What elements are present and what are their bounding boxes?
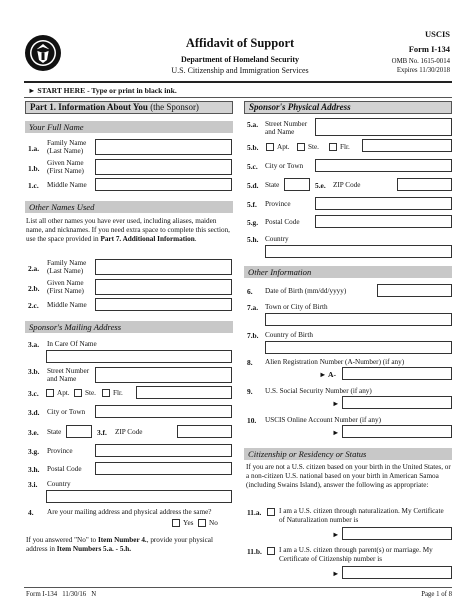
care-of-label: In Care Of Name [47, 340, 97, 348]
part1-paren: (the Sponsor) [150, 102, 199, 112]
citizenship-heading: Citizenship or Residency or Status [244, 448, 452, 460]
mailing-city-label: City or Town [47, 408, 86, 416]
physical-ste-label: Ste. [308, 143, 319, 151]
other-info-heading: Other Information [244, 266, 452, 278]
physical-address-header [244, 101, 452, 114]
item-6: 6. [247, 287, 253, 296]
mailing-city-input[interactable] [95, 405, 232, 418]
physical-flr-label: Flr. [340, 143, 350, 151]
item-3d: 3.d. [28, 408, 40, 417]
naturalization-checkbox[interactable] [267, 508, 275, 516]
omb-number: OMB No. 1615-0014 [391, 58, 450, 65]
item-5a: 5.a. [247, 120, 259, 129]
physical-unit-input[interactable] [362, 139, 452, 152]
other-given-input[interactable] [95, 279, 232, 295]
other-names-text: List all other names you have ever used, including aliases, maiden name, and nicknames. If you need extra space to complete this section, use the space provided in [26, 217, 230, 243]
item-1a: 1.a. [28, 144, 40, 153]
same-address-yes-checkbox[interactable] [172, 519, 180, 527]
physical-zip-label: ZIP Code [333, 181, 361, 189]
a-number-input[interactable] [342, 367, 452, 380]
uscis-account-input[interactable] [342, 425, 452, 438]
physical-address-title: Sponsor's Physical Address [249, 102, 351, 112]
physical-state-select[interactable] [284, 178, 310, 191]
mailing-apt-checkbox[interactable] [46, 389, 54, 397]
mailing-postal-label: Postal Code [47, 465, 82, 473]
citizenship-arrow-icon: ► [332, 569, 340, 578]
note-items-5: Item Numbers 5.a. - 5.h. [56, 545, 132, 553]
item-3h: 3.h. [28, 465, 40, 474]
birth-country-label: Country of Birth [265, 331, 313, 339]
mailing-apt-label: Apt. [57, 389, 70, 397]
physical-province-label: Province [265, 200, 291, 208]
full-name-heading: Your Full Name [25, 121, 233, 133]
item-5h: 5.h. [247, 235, 259, 244]
mailing-province-label: Province [47, 447, 73, 455]
form-title: Affidavit of Support [185, 36, 295, 50]
family-name-label: Family Name (Last Name) [47, 139, 87, 155]
ssn-input[interactable] [342, 396, 452, 409]
physical-postal-input[interactable] [315, 215, 452, 228]
mailing-country-input[interactable] [46, 490, 232, 503]
header-divider [24, 81, 452, 83]
citizenship-parent-text: I am a U.S. citizen through parent(s) or marriage. My Certificate of Citizenship number is [279, 546, 433, 563]
family-name-input[interactable] [95, 139, 232, 155]
mailing-zip-input[interactable] [177, 425, 232, 438]
item-7b: 7.b. [247, 331, 259, 340]
physical-country-label: Country [265, 235, 289, 243]
item-5d: 5.d. [247, 181, 259, 190]
dob-label: Date of Birth (mm/dd/yyyy) [265, 287, 347, 295]
item-3c: 3.c. [28, 389, 39, 398]
birth-town-input[interactable] [265, 313, 452, 326]
other-given-label: Given Name (First Name) [47, 279, 84, 295]
start-here-instruction: ► START HERE - Type or print in black ink. [28, 86, 177, 95]
same-address-no-label: No [209, 519, 218, 527]
form-number: Form I-134 [408, 44, 450, 54]
other-family-input[interactable] [95, 259, 232, 275]
birth-country-input[interactable] [265, 341, 452, 354]
item-2b: 2.b. [28, 284, 40, 293]
same-address-yes-label: Yes [183, 519, 194, 527]
mailing-ste-label: Ste. [85, 389, 96, 397]
note-item-4: Item Number 4. [97, 536, 147, 544]
item-3f: 3.f. [97, 428, 107, 437]
same-address-question: Are your mailing address and physical address the same? [47, 508, 212, 516]
mailing-country-label: Country [47, 480, 71, 488]
physical-postal-label: Postal Code [265, 218, 300, 226]
item-9: 9. [247, 387, 253, 396]
item-2a: 2.a. [28, 264, 40, 273]
dhs-seal [24, 34, 62, 72]
mailing-flr-label: Flr. [113, 389, 123, 397]
item-3i: 3.i. [28, 480, 38, 489]
physical-country-input[interactable] [265, 245, 452, 258]
naturalization-number-input[interactable] [342, 527, 452, 540]
mailing-unit-input[interactable] [136, 386, 232, 399]
mailing-state-select[interactable] [66, 425, 92, 438]
item-5f: 5.f. [247, 200, 257, 209]
middle-name-input[interactable] [95, 178, 232, 191]
item-11b: 11.b. [247, 547, 262, 556]
item-7a: 7.a. [247, 303, 259, 312]
agency-name: U.S. Citizenship and Immigration Services [171, 66, 309, 75]
item-3e: 3.e. [28, 428, 39, 437]
a-number-label: Alien Registration Number (A-Number) (if any) [265, 358, 405, 366]
mailing-postal-input[interactable] [95, 462, 232, 475]
item-1c: 1.c. [28, 181, 39, 190]
mailing-zip-label: ZIP Code [115, 428, 143, 436]
item-11a: 11.a. [247, 508, 262, 517]
mailing-province-input[interactable] [95, 444, 232, 457]
department-name: Department of Homeland Security [181, 55, 299, 64]
other-names-heading: Other Names Used [25, 201, 233, 213]
item-5b: 5.b. [247, 143, 259, 152]
other-family-label: Family Name (Last Name) [47, 259, 87, 275]
uscis-account-label: USCIS Online Account Number (if any) [265, 416, 381, 424]
physical-street-input[interactable] [315, 118, 452, 136]
care-of-input[interactable] [46, 350, 232, 363]
footer-page-number: Page 1 of 8 [421, 591, 452, 598]
part1-header [25, 101, 233, 114]
item-1b: 1.b. [28, 164, 40, 173]
a-number-prefix: ► A- [319, 370, 337, 379]
physical-flr-checkbox[interactable] [329, 143, 337, 151]
other-middle-input[interactable] [95, 298, 232, 311]
physical-city-input[interactable] [315, 159, 452, 172]
uscis-arrow-icon: ► [332, 428, 340, 437]
note-part-a: If you answered "No" to [26, 536, 97, 544]
given-name-input[interactable] [95, 159, 232, 175]
mailing-street-label: Street Number and Name [47, 367, 90, 383]
naturalization-text: I am a U.S. citizen through naturalization. My Certificate of Naturalization number is [279, 507, 444, 524]
mailing-state-label: State [47, 428, 62, 436]
dob-input[interactable] [377, 284, 452, 297]
physical-state-label: State [265, 181, 280, 189]
other-middle-label: Middle Name [47, 301, 87, 309]
same-address-no-checkbox[interactable] [198, 519, 206, 527]
physical-apt-checkbox[interactable] [266, 143, 274, 151]
middle-name-label: Middle Name [47, 181, 87, 189]
item-4: 4. [28, 508, 34, 517]
ssn-arrow-icon: ► [332, 399, 340, 408]
mailing-address-heading: Sponsor's Mailing Address [25, 321, 233, 333]
footer-divider [24, 587, 452, 588]
part1-title: Information About You [58, 102, 148, 112]
physical-street-label: Street Number and Name [265, 120, 308, 136]
item-3g: 3.g. [28, 447, 40, 456]
item-3a: 3.a. [28, 340, 40, 349]
citizenship-number-input[interactable] [342, 566, 452, 579]
note-part-c: , provide your physical address in [26, 536, 213, 553]
item-5g: 5.g. [247, 218, 259, 227]
physical-city-label: City or Town [265, 162, 304, 170]
physical-zip-input[interactable] [397, 178, 452, 191]
item-8: 8. [247, 358, 253, 367]
physical-address-note [26, 536, 234, 554]
naturalization-arrow-icon: ► [332, 530, 340, 539]
mailing-street-input[interactable] [95, 367, 232, 383]
start-divider [24, 97, 452, 98]
physical-apt-label: Apt. [277, 143, 290, 151]
given-name-label: Given Name (First Name) [47, 159, 84, 175]
expiration-date: Expires 11/30/2018 [396, 67, 450, 74]
physical-province-input[interactable] [315, 197, 452, 210]
item-2c: 2.c. [28, 301, 39, 310]
mailing-flr-checkbox[interactable] [102, 389, 110, 397]
agency-short: USCIS [424, 29, 450, 39]
item-10: 10. [247, 416, 257, 425]
other-names-instructions: List all other names you have ever used, including aliases, maiden name, and nicknames. If you need extra space to complete this section, use the space provided in Part 7. Additional Information. [26, 217, 230, 243]
item-3b: 3.b. [28, 367, 40, 376]
ssn-label: U.S. Social Security Number (if any) [265, 387, 372, 395]
item-5c: 5.c. [247, 162, 258, 171]
birth-town-label: Town or City of Birth [265, 303, 328, 311]
item-5e: 5.e. [315, 181, 326, 190]
mailing-ste-checkbox[interactable] [74, 389, 82, 397]
physical-ste-checkbox[interactable] [297, 143, 305, 151]
part1-number: Part 1. [30, 102, 56, 112]
footer-form-info: Form I-134 11/30/16 N [26, 591, 97, 598]
citizenship-intro: If you are not a U.S. citizen based on your birth in the United States, or a non-citizen U.S. national based on your birth in American Samoa (including Swains Island), answer the following as appropriate: [246, 463, 451, 489]
citizenship-parent-checkbox[interactable] [267, 547, 275, 555]
part7-reference: Part 7. Additional Information [100, 235, 195, 243]
